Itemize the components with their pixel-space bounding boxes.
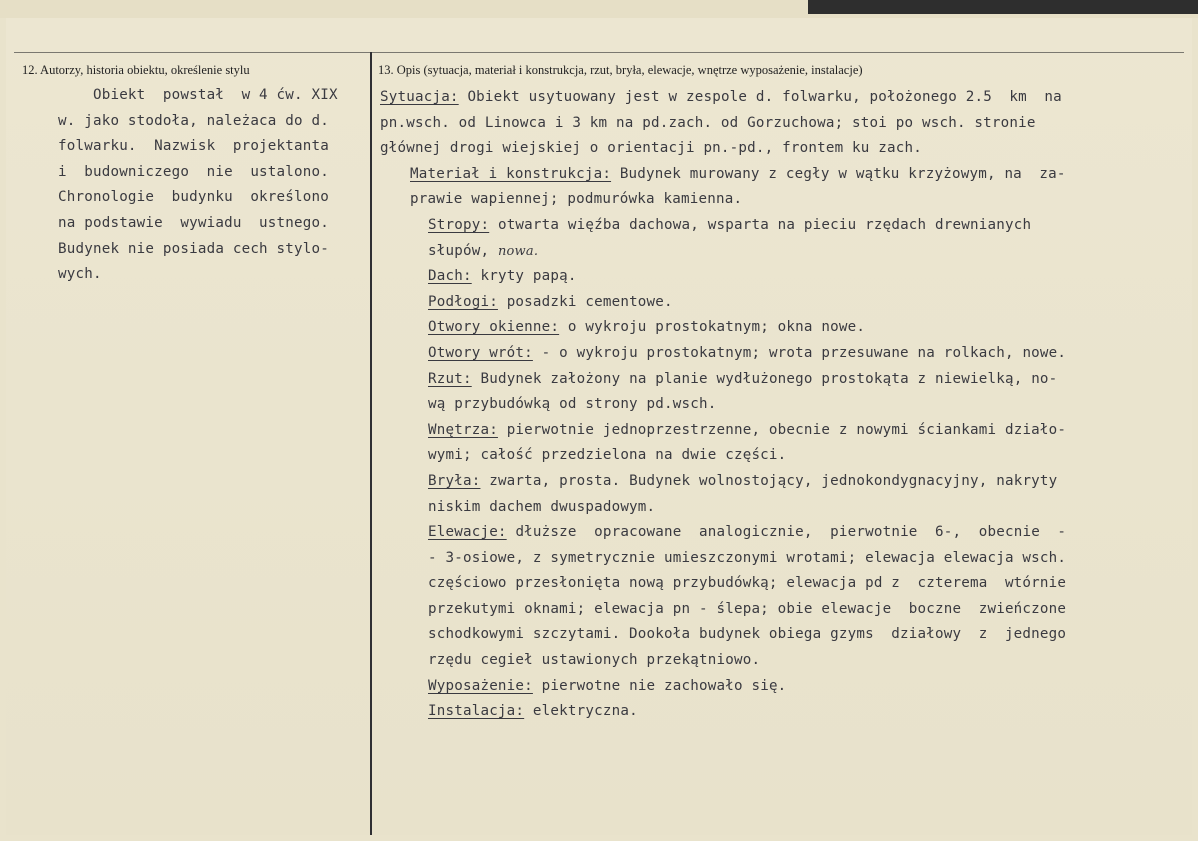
wnetrza-text: pierwotnie jednoprzestrzenne, obecnie z nowymi ściankami działo-	[506, 421, 1067, 438]
sytuacja-label: Sytuacja:	[380, 89, 459, 105]
s12-line: w. jako stodoła, należaca do d.	[58, 112, 329, 129]
sytuacja-line	[380, 85, 1145, 111]
podlogi-text: posadzki cementowe.	[506, 293, 673, 310]
wyposazenie-line	[380, 674, 1145, 700]
column-divider	[370, 52, 372, 835]
elewacje-line: rzędu cegieł ustawionych przekątniowo.	[428, 652, 761, 669]
rzut-text: Budynek założony na planie wydłużonego prostokąta z niewielką, no-	[480, 370, 1058, 387]
section-13-body	[380, 85, 1145, 725]
wnetrza-label: Wnętrza:	[428, 421, 498, 438]
stropy-line	[380, 213, 1145, 239]
s12-line: Chronologie budynku określono	[58, 189, 329, 206]
handwritten-note: nowa.	[497, 243, 539, 259]
wyposazenie-text: pierwotne nie zachowało się.	[541, 677, 787, 694]
wnetrza-line: wymi; całość przedzielona na dwie części.	[428, 447, 787, 464]
header-rule	[14, 52, 1184, 53]
rzut-line	[380, 367, 1145, 393]
dach-line	[380, 264, 1145, 290]
sytuacja-line: pn.wsch. od Linowca i 3 km na pd.zach. od Gorzuchowa; stoi po wsch. stronie	[380, 114, 1036, 131]
section-12-body	[58, 83, 364, 288]
podlogi-line	[380, 290, 1145, 316]
otwory-wrot-text: - o wykroju prostokatnym; wrota przesuwane na rolkach, nowe.	[541, 344, 1067, 361]
material-text: Budynek murowany z cegły w wątku krzyżowym, na za-	[619, 165, 1066, 182]
s12-line: Budynek nie posiada cech stylo-	[58, 240, 329, 257]
section-13-header: 13. Opis (sytuacja, materiał i konstrukcja, rzut, bryła, elewacje, wnętrze wyposażenie, instalacje)	[378, 63, 863, 77]
dach-label: Dach:	[428, 268, 472, 285]
material-label: Materiał i konstrukcja:	[410, 165, 612, 182]
elewacje-text: dłuższe opracowane analogicznie, pierwotnie 6-, obecnie -	[515, 524, 1067, 541]
stropy-label: Stropy:	[428, 216, 490, 233]
elewacje-label: Elewacje:	[428, 524, 507, 541]
otwory-okienne-label: Otwory okienne:	[428, 319, 560, 336]
bryla-text: zwarta, prosta. Budynek wolnostojący, jednokondygnacyjny, nakryty	[489, 472, 1058, 489]
elewacje-line: częściowo przesłonięta nową przybudówką; elewacja pd z czterema wtórnie	[428, 575, 1067, 592]
bryla-line: niskim dachem dwuspadowym.	[428, 498, 656, 515]
s12-line: folwarku. Nazwisk projektanta	[58, 138, 329, 155]
s12-line: na podstawie wywiadu ustnego.	[58, 214, 329, 231]
elewacje-line: - 3-osiowe, z symetrycznie umieszczonymi wrotami; elewacja elewacja wsch.	[428, 549, 1067, 566]
podlogi-label: Podłogi:	[428, 293, 498, 310]
card-tab-edge	[808, 0, 1198, 14]
rzut-line: wą przybudówką od strony pd.wsch.	[428, 396, 717, 413]
otwory-okienne-text: o wykroju prostokatnym; okna nowe.	[567, 319, 866, 336]
otwory-wrot-line	[380, 341, 1145, 367]
material-line: prawie wapiennej; podmurówka kamienna.	[410, 191, 743, 208]
stropy-text: otwarta więźba dachowa, wsparta na pieciu rzędach drewnianych	[497, 216, 1032, 233]
instalacja-text: elektryczna.	[532, 703, 638, 720]
otwory-wrot-label: Otwory wrót:	[428, 344, 533, 361]
s12-line: i budowniczego nie ustalono.	[58, 163, 329, 180]
s12-line: wych.	[58, 266, 102, 283]
bryla-label: Bryła:	[428, 472, 481, 489]
stropy-line	[380, 239, 1145, 265]
rzut-label: Rzut:	[428, 370, 472, 387]
otwory-okienne-line	[380, 315, 1145, 341]
wyposazenie-label: Wyposażenie:	[428, 677, 533, 694]
dach-text: kryty papą.	[480, 268, 577, 285]
elewacje-line: schodkowymi szczytami. Dookoła budynek obiega gzyms działowy z jednego	[428, 626, 1067, 643]
s12-line: Obiekt powstał w 4 ćw. XIX	[58, 87, 338, 103]
material-line	[380, 162, 1145, 188]
instalacja-line	[380, 699, 1145, 725]
sytuacja-line: głównej drogi wiejskiej o orientacji pn.-pd., frontem ku zach.	[380, 140, 922, 157]
stropy-text: słupów,	[428, 242, 490, 259]
instalacja-label: Instalacja:	[428, 703, 525, 720]
section-12-header: 12. Autorzy, historia obiektu, określenie stylu	[22, 63, 250, 77]
elewacje-line	[380, 520, 1145, 546]
wnetrza-line	[380, 418, 1145, 444]
sytuacja-text: Obiekt usytuowany jest w zespole d. folwarku, położonego 2.5 km na	[467, 89, 1062, 105]
bryla-line	[380, 469, 1145, 495]
elewacje-line: przekutymi oknami; elewacja pn - ślepa; obie elewacje boczne zwieńczone	[428, 600, 1067, 617]
